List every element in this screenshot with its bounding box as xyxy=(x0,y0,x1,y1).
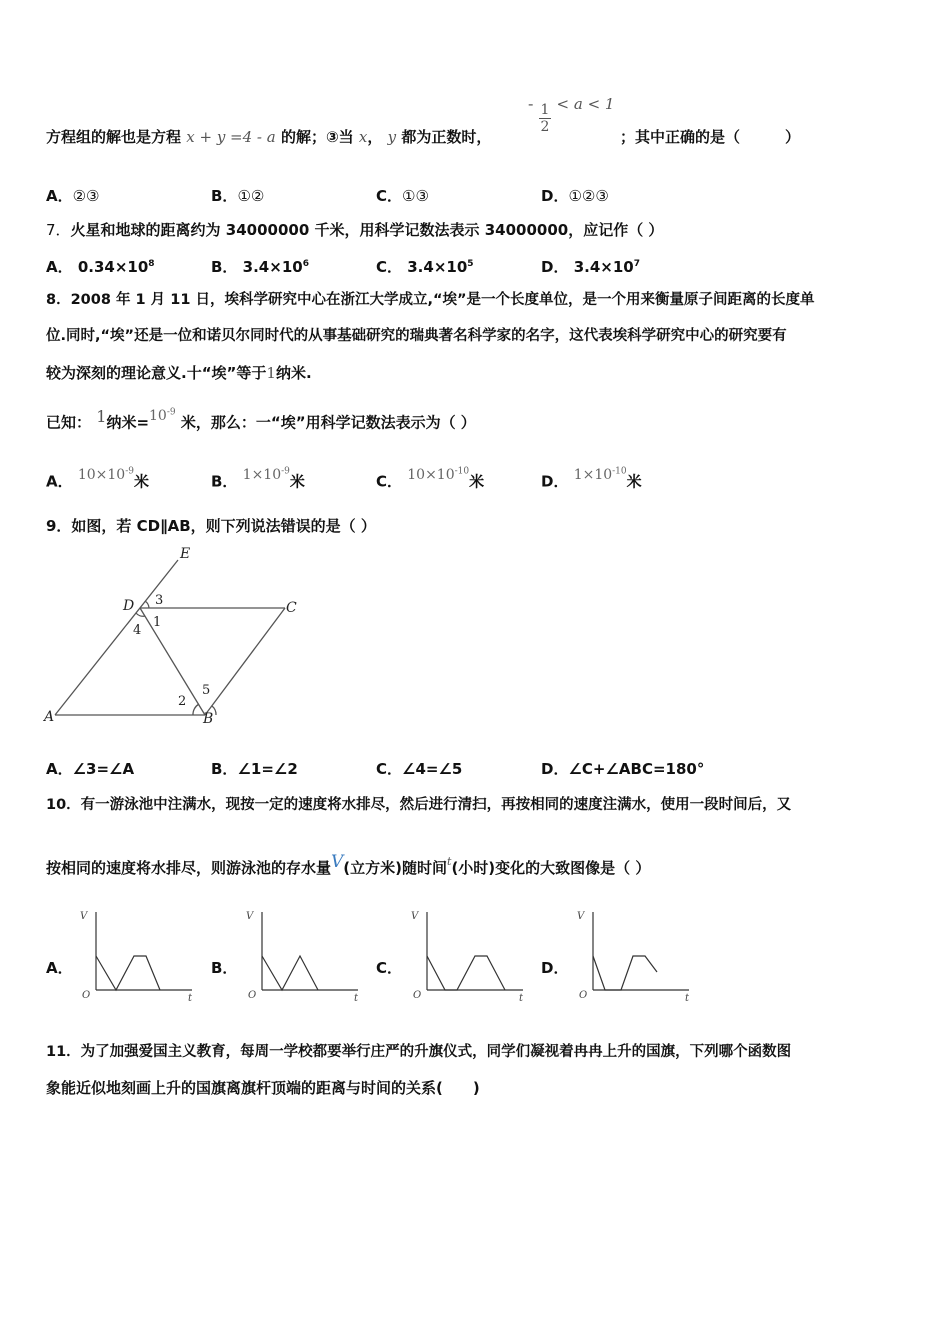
q6-stem xyxy=(46,126,491,148)
label-4: 4 xyxy=(133,623,142,638)
q10-option-a[interactable]: A． xyxy=(46,959,73,977)
label-c: C xyxy=(286,600,297,616)
option-letter: B． xyxy=(211,760,238,778)
q10-line2c: (小时)变化的大致图像是（ ） xyxy=(451,859,651,877)
label-2: 2 xyxy=(178,694,187,709)
axis-t-label: t xyxy=(354,993,359,1004)
option-text: ①②③ xyxy=(568,187,609,205)
q8-line3b: 纳米. xyxy=(275,364,312,382)
q7-text: 火星和地球的距离约为 34000000 千米，用科学记数法表示 34000000，应记作（ ） xyxy=(70,221,664,239)
q8-line3a: 较为深刻的理论意义.十“埃”等于 xyxy=(46,364,267,382)
q6-var-y: y xyxy=(387,128,397,146)
option-exponent: 6 xyxy=(302,259,309,269)
option-base: 3.4×10 xyxy=(242,258,303,276)
q8-option-d[interactable] xyxy=(541,468,642,494)
line-a-e xyxy=(55,560,178,715)
axis-t-label: t xyxy=(685,993,690,1004)
q8-line1: 8．2008 年 1 月 11 日，埃科学研究中心在浙江大学成立,“埃”是一个长度单位，是一个用来衡量原子间距离的长度单 xyxy=(46,292,815,308)
q8-line2: 位.同时,“埃”还是一位和诺贝尔同时代的从事基础研究的瑞典著名科学家的名字，这代表埃科学研究中心的研究要有 xyxy=(46,328,787,344)
q7-option-c[interactable] xyxy=(376,253,474,278)
axis-v-label: V xyxy=(411,911,419,922)
q6-frac-den: 2 xyxy=(540,119,550,135)
line-db xyxy=(140,608,205,715)
q10-graph-c[interactable] xyxy=(403,906,533,1006)
option-letter: D． xyxy=(541,760,569,778)
option-letter: A． xyxy=(46,187,73,205)
option-letter: C． xyxy=(376,760,403,778)
q8-known-exponent: -9 xyxy=(166,407,176,417)
q9-figure xyxy=(40,540,310,730)
q7-option-b[interactable] xyxy=(211,253,309,278)
q8-option-c[interactable] xyxy=(376,468,484,494)
option-base: 1×10 xyxy=(573,466,613,483)
q6-inequality xyxy=(528,94,615,135)
option-exponent: -9 xyxy=(125,466,134,476)
option-exponent: -10 xyxy=(454,466,470,476)
option-letter: A． xyxy=(46,258,73,276)
option-letter: C． xyxy=(376,187,403,205)
q6-option-d[interactable] xyxy=(541,185,609,207)
option-text: ∠4=∠5 xyxy=(402,760,463,778)
q9-option-d[interactable] xyxy=(541,758,704,780)
label-3: 3 xyxy=(155,593,164,608)
axis-v-label: V xyxy=(246,911,254,922)
q10-line1: 10．有一游泳池中注满水，现按一定的速度将水排尽，然后进行清扫，再按相同的速度注满水，使用一段时间后，又 xyxy=(46,797,792,813)
label-e: E xyxy=(180,546,191,562)
option-letter: A． xyxy=(46,472,73,491)
q10-graph-b[interactable] xyxy=(238,906,368,1006)
q10-option-b[interactable]: B． xyxy=(211,959,238,977)
option-text: ①③ xyxy=(402,187,429,205)
q6-equation: x + y =4 - a xyxy=(186,128,276,146)
option-text: ∠1=∠2 xyxy=(237,760,298,778)
option-exponent: 5 xyxy=(467,259,474,269)
option-text: ∠3=∠A xyxy=(72,760,135,778)
q8-line3-num: 1 xyxy=(266,364,276,382)
q6-option-b[interactable] xyxy=(211,185,264,207)
q6-option-c[interactable] xyxy=(376,185,429,207)
q9-option-c[interactable] xyxy=(376,758,462,780)
axis-origin-label: O xyxy=(413,990,422,1001)
option-letter: C． xyxy=(376,472,403,491)
option-letter: D． xyxy=(541,472,569,491)
volume-curve xyxy=(262,956,318,990)
q6-fraction xyxy=(539,102,552,135)
axis-origin-label: O xyxy=(82,990,91,1001)
option-text: ②③ xyxy=(72,187,100,205)
q9-stem: 9．如图，若 CD∥AB，则下列说法错误的是（ ） xyxy=(46,517,376,535)
q8-known2: 纳米= xyxy=(106,413,150,432)
option-base: 10×10 xyxy=(407,466,455,483)
q8-option-b[interactable] xyxy=(211,468,305,494)
q7-option-a[interactable] xyxy=(46,253,155,278)
option-base: 1×10 xyxy=(242,466,282,483)
option-exponent: -10 xyxy=(612,466,627,476)
q6-frac-num: 1 xyxy=(540,102,550,118)
option-base: 3.4×10 xyxy=(407,258,468,276)
option-letter: B． xyxy=(211,472,238,491)
q9-option-b[interactable] xyxy=(211,758,298,780)
q10-line2b: (立方米)随时间 xyxy=(343,859,448,877)
option-base: 3.4×10 xyxy=(573,258,634,276)
q8-known-num: 1 xyxy=(96,406,107,426)
q6-text1: 方程组的解也是方程 xyxy=(46,128,182,146)
option-letter: B． xyxy=(211,187,238,205)
axis-v-label: V xyxy=(577,911,585,922)
option-unit: 米 xyxy=(469,472,485,491)
q10-option-c[interactable]: C． xyxy=(376,959,403,977)
option-text: ∠C+∠ABC=180° xyxy=(568,760,705,778)
q7-number: 7． xyxy=(46,221,71,239)
q7-option-d[interactable] xyxy=(541,253,640,278)
label-1: 1 xyxy=(153,615,162,630)
option-exponent: 8 xyxy=(148,259,155,269)
q8-known1: 已知： xyxy=(46,413,92,432)
label-b: B xyxy=(203,711,214,727)
axis-v-label: V xyxy=(80,911,88,922)
volume-curve xyxy=(427,956,505,990)
q6-text2: 的解；③当 xyxy=(280,128,354,146)
q6-text3: 都为正数时， xyxy=(401,128,492,146)
q8-known xyxy=(46,406,476,435)
option-letter: A． xyxy=(46,760,73,778)
q6-comma: ， xyxy=(367,128,383,146)
q11-line2: 象能近似地刻画上升的国旗离旗杆顶端的距离与时间的关系( ) xyxy=(46,1079,480,1097)
q6-ineq-minus: - xyxy=(528,94,534,113)
q10-graph-a[interactable] xyxy=(72,906,202,1006)
axis-origin-label: O xyxy=(579,990,588,1001)
q8-line3 xyxy=(46,362,312,384)
label-d: D xyxy=(123,598,135,614)
q10-var-v: V xyxy=(331,852,344,872)
axis-origin-label: O xyxy=(248,990,257,1001)
angle-arc-3 xyxy=(145,601,149,608)
q8-known-base: 10 xyxy=(149,407,167,424)
q6-var-x: x xyxy=(358,128,368,146)
q7-stem xyxy=(46,219,663,241)
option-unit: 米 xyxy=(626,472,642,491)
option-text: ①② xyxy=(237,187,265,205)
q10-var-t: t xyxy=(447,855,452,868)
option-base: 10×10 xyxy=(77,466,126,483)
q6-stem-end: ；其中正确的是（ ） xyxy=(620,128,801,146)
option-base: 0.34×10 xyxy=(77,258,149,276)
axis-t-label: t xyxy=(519,993,524,1004)
label-5: 5 xyxy=(202,683,211,698)
volume-curve xyxy=(96,956,160,990)
option-letter: C． xyxy=(376,258,403,276)
q10-option-d[interactable]: D． xyxy=(541,959,569,977)
q10-graph-d[interactable] xyxy=(569,906,699,1006)
q9-option-a[interactable] xyxy=(46,758,134,780)
q8-option-a[interactable] xyxy=(46,468,149,494)
option-letter: B． xyxy=(211,258,238,276)
q10-line2 xyxy=(46,852,651,881)
q10-line2a: 按相同的速度将水排尽，则游泳池的存水量 xyxy=(46,859,332,877)
option-letter: D． xyxy=(541,187,569,205)
option-unit: 米 xyxy=(289,472,305,491)
q6-option-a[interactable] xyxy=(46,185,100,207)
q11-line1: 11．为了加强爱国主义教育，每周一学校都要举行庄严的升旗仪式，同学们凝视着冉冉上升的国旗，下列哪个函数图 xyxy=(46,1044,792,1060)
option-exponent: 7 xyxy=(633,259,640,269)
option-unit: 米 xyxy=(133,472,149,491)
q8-known3: 米，那么：一“埃”用科学记数法表示为（ ） xyxy=(180,413,476,432)
q6-ineq-rest: < a < 1 xyxy=(556,95,615,113)
volume-curve xyxy=(593,956,657,990)
option-exponent: -9 xyxy=(281,466,290,476)
angle-arc-2 xyxy=(193,704,199,715)
label-a: A xyxy=(44,709,55,725)
axis-t-label: t xyxy=(188,993,193,1004)
option-letter: D． xyxy=(541,258,569,276)
line-bc xyxy=(205,608,285,715)
